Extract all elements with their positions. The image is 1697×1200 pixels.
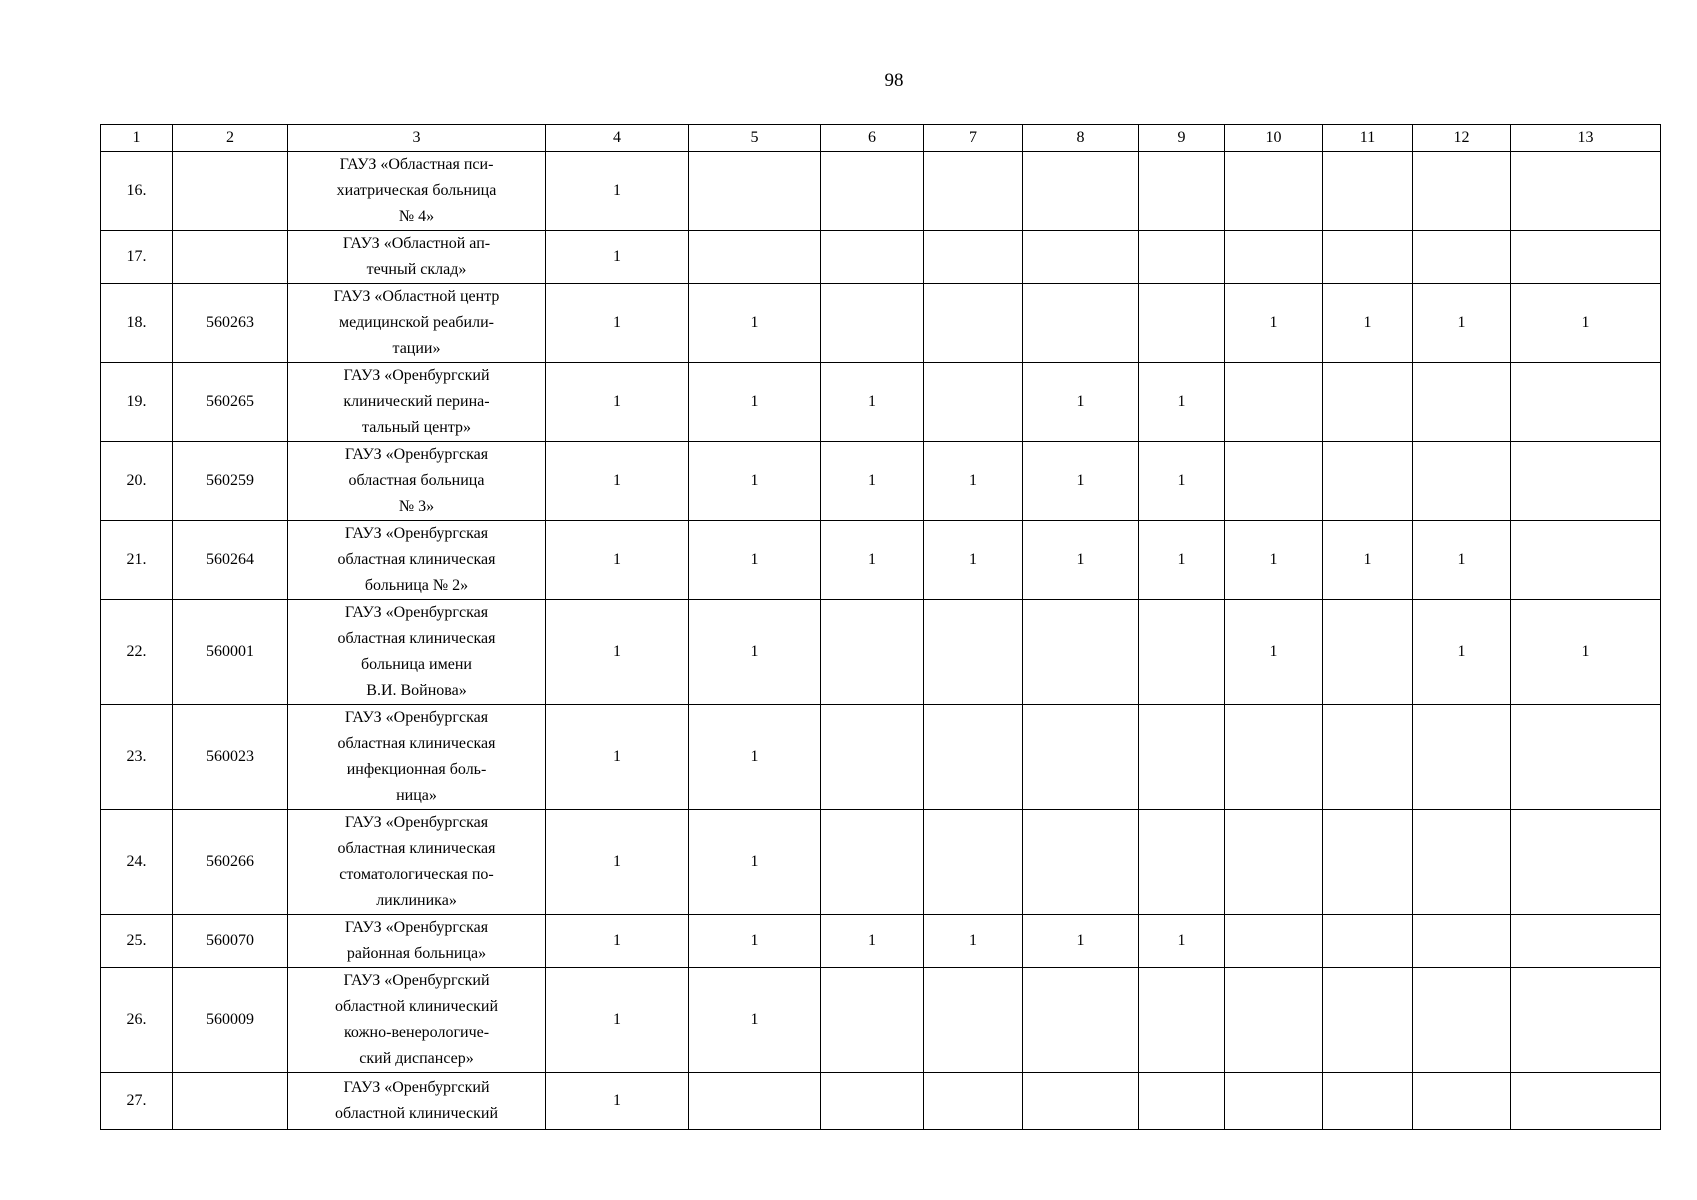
value-cell	[924, 810, 1023, 915]
table-row	[101, 284, 1661, 363]
column-header: 1	[101, 125, 173, 152]
org-name-cell: ГАУЗ «Оренбургская областная клиническая больница № 2»	[288, 521, 546, 600]
value-cell: 1	[1225, 284, 1323, 363]
value-cell	[821, 810, 924, 915]
value-cell	[1023, 231, 1139, 284]
org-code-cell	[173, 231, 288, 284]
value-cell	[1323, 363, 1413, 442]
value-cell: 1	[1511, 284, 1661, 363]
value-cell	[1023, 284, 1139, 363]
value-cell	[1225, 705, 1323, 810]
value-cell	[1225, 363, 1323, 442]
value-cell	[1413, 363, 1511, 442]
table-row	[101, 968, 1661, 1073]
value-cell	[1413, 810, 1511, 915]
row-number-cell: 18.	[101, 284, 173, 363]
table-row	[101, 521, 1661, 600]
value-cell: 1	[924, 442, 1023, 521]
value-cell	[1413, 231, 1511, 284]
column-header: 7	[924, 125, 1023, 152]
value-cell: 1	[1139, 915, 1225, 968]
value-cell: 1	[1225, 521, 1323, 600]
column-header: 5	[689, 125, 821, 152]
value-cell	[924, 1073, 1023, 1130]
value-cell	[924, 231, 1023, 284]
value-cell	[1023, 968, 1139, 1073]
org-code-cell: 560265	[173, 363, 288, 442]
org-name-cell: ГАУЗ «Оренбургская областная клиническая больница имени В.И. Войнова»	[288, 600, 546, 705]
value-cell: 1	[689, 810, 821, 915]
value-cell: 1	[924, 915, 1023, 968]
column-header: 13	[1511, 125, 1661, 152]
value-cell: 1	[689, 521, 821, 600]
table-row	[101, 442, 1661, 521]
column-header: 3	[288, 125, 546, 152]
column-header: 10	[1225, 125, 1323, 152]
value-cell: 1	[821, 521, 924, 600]
value-cell: 1	[1413, 521, 1511, 600]
value-cell: 1	[546, 231, 689, 284]
value-cell: 1	[1023, 442, 1139, 521]
value-cell	[821, 705, 924, 810]
value-cell	[689, 1073, 821, 1130]
value-cell	[1225, 810, 1323, 915]
value-cell	[924, 284, 1023, 363]
table-row	[101, 1073, 1661, 1130]
table-row	[101, 363, 1661, 442]
org-code-cell: 560023	[173, 705, 288, 810]
org-name-cell: ГАУЗ «Оренбургская областная клиническая стоматологическая по- ликлиника»	[288, 810, 546, 915]
value-cell: 1	[546, 521, 689, 600]
row-number-cell: 27.	[101, 1073, 173, 1130]
value-cell	[1511, 915, 1661, 968]
org-code-cell	[173, 152, 288, 231]
value-cell	[1323, 152, 1413, 231]
value-cell	[1225, 1073, 1323, 1130]
value-cell: 1	[689, 705, 821, 810]
row-number-cell: 24.	[101, 810, 173, 915]
value-cell	[1413, 705, 1511, 810]
table-row	[101, 152, 1661, 231]
row-number-cell: 25.	[101, 915, 173, 968]
value-cell	[1511, 1073, 1661, 1130]
value-cell: 1	[1023, 915, 1139, 968]
org-name-cell: ГАУЗ «Оренбургский областной клинический кожно-венерологиче- ский диспансер»	[288, 968, 546, 1073]
value-cell	[1139, 968, 1225, 1073]
column-header: 2	[173, 125, 288, 152]
value-cell: 1	[1139, 442, 1225, 521]
value-cell: 1	[546, 968, 689, 1073]
value-cell	[1323, 442, 1413, 521]
org-name-cell: ГАУЗ «Оренбургский областной клинический	[288, 1073, 546, 1130]
value-cell	[821, 284, 924, 363]
value-cell	[1511, 152, 1661, 231]
value-cell: 1	[924, 521, 1023, 600]
value-cell: 1	[546, 152, 689, 231]
org-code-cell	[173, 1073, 288, 1130]
value-cell	[1511, 705, 1661, 810]
row-number-cell: 26.	[101, 968, 173, 1073]
value-cell: 1	[546, 363, 689, 442]
value-cell: 1	[689, 442, 821, 521]
org-code-cell: 560070	[173, 915, 288, 968]
value-cell	[924, 600, 1023, 705]
value-cell	[1323, 915, 1413, 968]
table-row	[101, 231, 1661, 284]
org-name-cell: ГАУЗ «Оренбургский клинический перина- тальный центр»	[288, 363, 546, 442]
org-code-cell: 560266	[173, 810, 288, 915]
value-cell	[821, 1073, 924, 1130]
value-cell	[1023, 152, 1139, 231]
value-cell	[1023, 810, 1139, 915]
column-header: 11	[1323, 125, 1413, 152]
org-code-cell: 560259	[173, 442, 288, 521]
value-cell: 1	[1139, 363, 1225, 442]
value-cell: 1	[689, 363, 821, 442]
value-cell	[1139, 600, 1225, 705]
value-cell: 1	[546, 915, 689, 968]
value-cell: 1	[1323, 284, 1413, 363]
value-cell	[1023, 600, 1139, 705]
value-cell: 1	[546, 284, 689, 363]
value-cell	[924, 968, 1023, 1073]
value-cell	[1323, 600, 1413, 705]
data-table	[100, 124, 1661, 1130]
value-cell: 1	[1225, 600, 1323, 705]
value-cell	[1023, 705, 1139, 810]
value-cell	[1323, 810, 1413, 915]
value-cell: 1	[1511, 600, 1661, 705]
value-cell	[1323, 968, 1413, 1073]
page-number: 98	[884, 70, 904, 91]
value-cell	[1323, 705, 1413, 810]
value-cell	[1139, 810, 1225, 915]
value-cell	[1413, 1073, 1511, 1130]
org-name-cell: ГАУЗ «Областной ап- течный склад»	[288, 231, 546, 284]
value-cell: 1	[689, 284, 821, 363]
value-cell: 1	[546, 1073, 689, 1130]
org-code-cell: 560263	[173, 284, 288, 363]
value-cell	[1225, 231, 1323, 284]
value-cell	[1139, 1073, 1225, 1130]
table-row	[101, 810, 1661, 915]
value-cell	[1225, 442, 1323, 521]
value-cell	[1323, 1073, 1413, 1130]
value-cell	[1413, 442, 1511, 521]
value-cell	[1511, 810, 1661, 915]
value-cell	[1511, 231, 1661, 284]
org-code-cell: 560001	[173, 600, 288, 705]
value-cell	[821, 152, 924, 231]
column-header: 12	[1413, 125, 1511, 152]
org-code-cell: 560009	[173, 968, 288, 1073]
value-cell	[1413, 968, 1511, 1073]
table-row	[101, 915, 1661, 968]
value-cell	[821, 600, 924, 705]
value-cell	[689, 231, 821, 284]
value-cell	[1139, 152, 1225, 231]
value-cell	[1139, 284, 1225, 363]
table-body	[101, 125, 1661, 1130]
value-cell: 1	[546, 705, 689, 810]
value-cell: 1	[546, 442, 689, 521]
org-name-cell: ГАУЗ «Оренбургская районная больница»	[288, 915, 546, 968]
value-cell: 1	[546, 810, 689, 915]
value-cell	[924, 363, 1023, 442]
value-cell: 1	[1413, 284, 1511, 363]
value-cell: 1	[546, 600, 689, 705]
value-cell	[1225, 968, 1323, 1073]
value-cell	[1023, 1073, 1139, 1130]
value-cell	[821, 968, 924, 1073]
value-cell: 1	[1023, 363, 1139, 442]
value-cell	[1139, 705, 1225, 810]
value-cell	[1323, 231, 1413, 284]
value-cell	[689, 152, 821, 231]
value-cell	[924, 705, 1023, 810]
table-row	[101, 600, 1661, 705]
org-name-cell: ГАУЗ «Оренбургская областная клиническая инфекционная боль- ница»	[288, 705, 546, 810]
org-code-cell: 560264	[173, 521, 288, 600]
row-number-cell: 19.	[101, 363, 173, 442]
value-cell	[1225, 152, 1323, 231]
value-cell: 1	[1023, 521, 1139, 600]
value-cell: 1	[689, 968, 821, 1073]
column-header: 9	[1139, 125, 1225, 152]
column-header-row	[101, 125, 1661, 152]
value-cell	[1511, 521, 1661, 600]
row-number-cell: 21.	[101, 521, 173, 600]
value-cell	[1413, 915, 1511, 968]
table-row	[101, 705, 1661, 810]
row-number-cell: 17.	[101, 231, 173, 284]
column-header: 6	[821, 125, 924, 152]
value-cell	[1511, 968, 1661, 1073]
value-cell	[1225, 915, 1323, 968]
value-cell: 1	[689, 915, 821, 968]
row-number-cell: 22.	[101, 600, 173, 705]
value-cell: 1	[821, 442, 924, 521]
row-number-cell: 23.	[101, 705, 173, 810]
value-cell	[1511, 442, 1661, 521]
org-name-cell: ГАУЗ «Областной центр медицинской реабили- тации»	[288, 284, 546, 363]
column-header: 4	[546, 125, 689, 152]
value-cell	[1511, 363, 1661, 442]
value-cell: 1	[821, 363, 924, 442]
value-cell: 1	[821, 915, 924, 968]
value-cell	[1413, 152, 1511, 231]
value-cell: 1	[1413, 600, 1511, 705]
column-header: 8	[1023, 125, 1139, 152]
org-name-cell: ГАУЗ «Областная пси- хиатрическая больница № 4»	[288, 152, 546, 231]
org-name-cell: ГАУЗ «Оренбургская областная больница № 3»	[288, 442, 546, 521]
value-cell: 1	[689, 600, 821, 705]
row-number-cell: 16.	[101, 152, 173, 231]
value-cell	[1139, 231, 1225, 284]
value-cell	[821, 231, 924, 284]
value-cell	[924, 152, 1023, 231]
value-cell: 1	[1139, 521, 1225, 600]
row-number-cell: 20.	[101, 442, 173, 521]
value-cell: 1	[1323, 521, 1413, 600]
